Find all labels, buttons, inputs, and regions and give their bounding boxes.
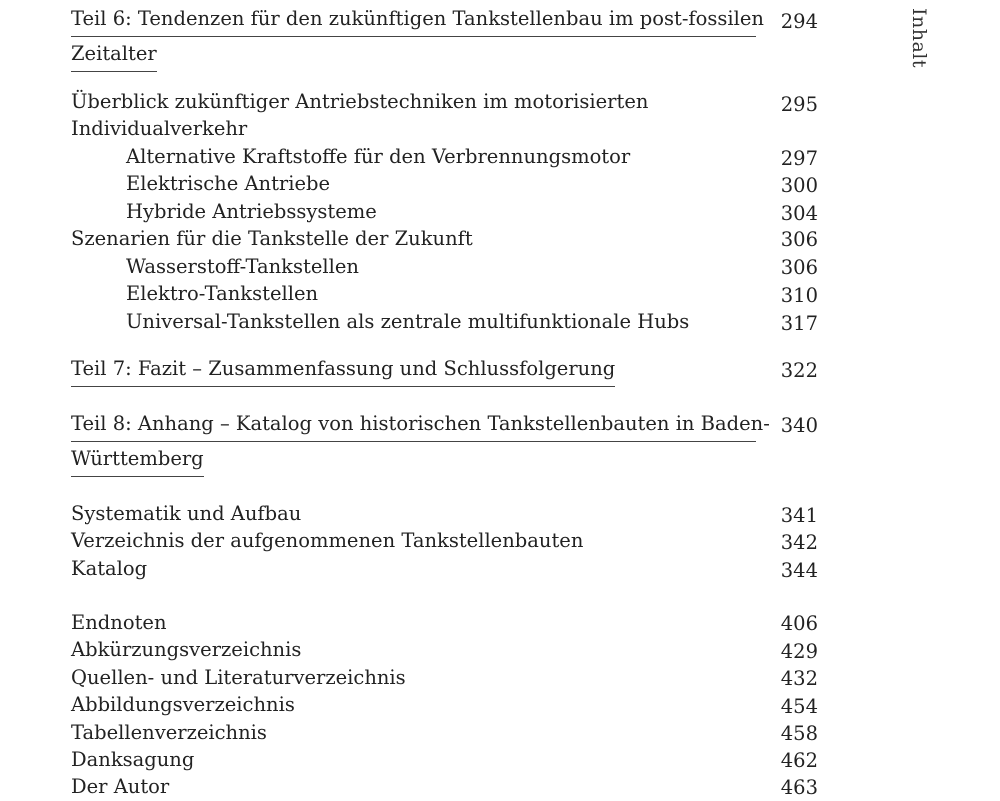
toc-entry-electric-drives-page: 300 [780, 174, 818, 197]
toc-entry-abbreviations-page: 429 [780, 640, 818, 663]
toc-entry-endnotes[interactable]: Endnoten [71, 611, 167, 634]
toc-entry-universal[interactable]: Universal-Tankstellen als zentrale multifunktionale Hubs [126, 310, 690, 333]
toc-entry-universal-page: 317 [780, 312, 818, 335]
toc-entry-endnotes-page: 406 [780, 612, 818, 635]
toc-entry-directory[interactable]: Verzeichnis der aufgenommenen Tankstellenbauten [71, 529, 584, 552]
toc-entry-tables-page: 458 [780, 722, 818, 745]
toc-part-6-line1: Teil 6: Tendenzen für den zukünftigen Tankstellenbau im post-fossilen [71, 2, 756, 37]
toc-entry-abbreviations[interactable]: Abkürzungsverzeichnis [71, 638, 302, 661]
toc-part-8-line2: Württemberg [71, 442, 204, 477]
toc-entry-electro-stations[interactable]: Elektro-Tankstellen [126, 282, 319, 305]
toc-entry-catalog[interactable]: Katalog [71, 557, 148, 580]
toc-entry-author[interactable]: Der Autor [71, 775, 170, 798]
toc-entry-figures-page: 454 [780, 695, 818, 718]
toc-entry-electro-stations-page: 310 [780, 284, 818, 307]
toc-entry-overview-line2[interactable]: Individualverkehr [71, 117, 248, 140]
toc-entry-hydrogen[interactable]: Wasserstoff-Tankstellen [126, 255, 359, 278]
toc-entry-catalog-page: 344 [780, 559, 818, 582]
toc-entry-alt-fuels[interactable]: Alternative Kraftstoffe für den Verbrennungsmotor [126, 145, 631, 168]
toc-part-6-line2: Zeitalter [71, 37, 157, 72]
toc-entry-overview-line1[interactable]: Überblick zukünftiger Antriebstechniken im motorisierten [71, 90, 649, 113]
toc-entry-systematics-page: 341 [780, 504, 818, 527]
toc-part-6-page: 294 [780, 10, 818, 33]
toc-entry-acknowledgements[interactable]: Danksagung [71, 748, 195, 771]
toc-part-6-heading[interactable] [71, 2, 764, 72]
toc-entry-figures[interactable]: Abbildungsverzeichnis [71, 693, 295, 716]
toc-entry-alt-fuels-page: 297 [780, 147, 818, 170]
toc-entry-scenarios-page: 306 [780, 228, 818, 251]
toc-part-7-heading[interactable] [71, 352, 615, 387]
toc-entry-hybrid[interactable]: Hybride Antriebssysteme [126, 200, 377, 223]
toc-entry-sources-page: 432 [780, 667, 818, 690]
toc-entry-hybrid-page: 304 [780, 202, 818, 225]
toc-entry-author-page: 463 [780, 776, 818, 799]
toc-entry-tables[interactable]: Tabellenverzeichnis [71, 721, 267, 744]
toc-part-8-line1: Teil 8: Anhang – Katalog von historischen Tankstellenbauten in Baden- [71, 407, 756, 442]
toc-entry-acknowledgements-page: 462 [780, 749, 818, 772]
toc-entry-electric-drives[interactable]: Elektrische Antriebe [126, 172, 331, 195]
toc-part-7-page: 322 [780, 359, 818, 382]
toc-entry-scenarios[interactable]: Szenarien für die Tankstelle der Zukunft [71, 227, 473, 250]
toc-entry-overview-page: 295 [780, 93, 818, 116]
toc-part-8-page: 340 [780, 414, 818, 437]
toc-entry-systematics[interactable]: Systematik und Aufbau [71, 502, 302, 525]
toc-entry-directory-page: 342 [780, 531, 818, 554]
toc-entry-hydrogen-page: 306 [780, 256, 818, 279]
section-side-title: Inhalt [908, 8, 930, 69]
toc-entry-sources[interactable]: Quellen- und Literaturverzeichnis [71, 666, 406, 689]
toc-part-7-line1: Teil 7: Fazit – Zusammenfassung und Schlussfolgerung [71, 352, 615, 387]
toc-part-8-heading[interactable] [71, 407, 770, 477]
